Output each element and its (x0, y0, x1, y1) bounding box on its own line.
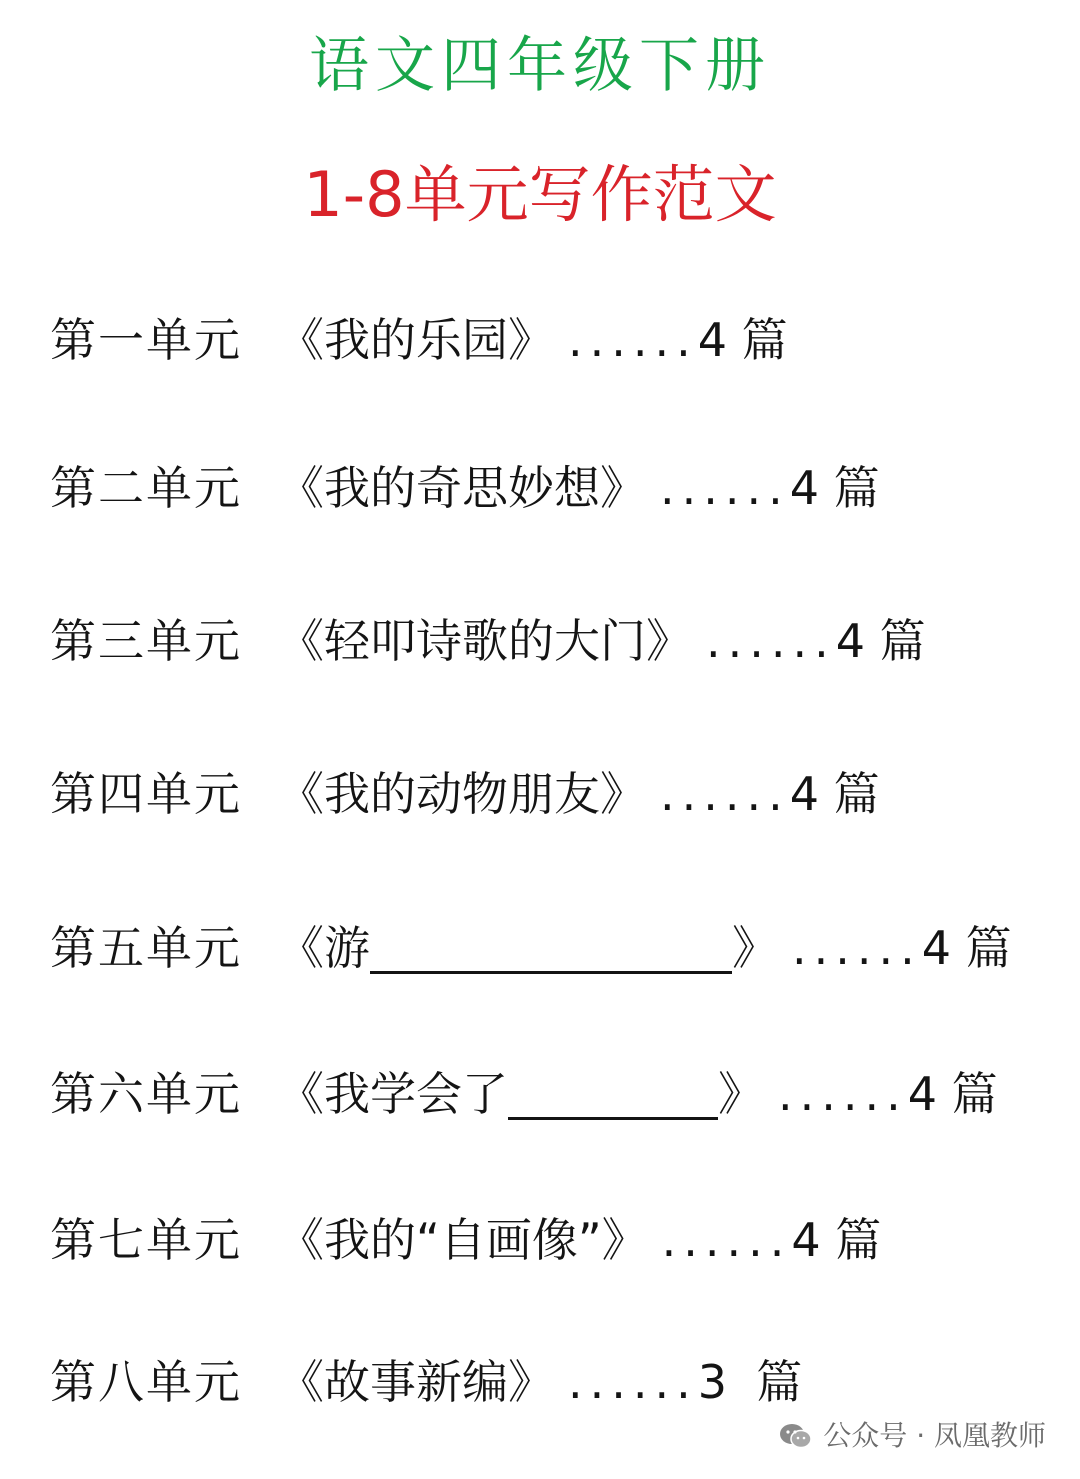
wechat-icon (779, 1422, 813, 1450)
essay-count: 3 篇 (697, 1355, 803, 1409)
essay-count: 4 篇 (697, 313, 788, 367)
essay-count: 4 篇 (791, 1213, 882, 1267)
leader-dots: ...... (568, 1355, 698, 1409)
leader-dots: ...... (660, 461, 790, 515)
unit-label: 第八单元 (50, 1355, 242, 1409)
fill-in-blank-line (370, 931, 732, 974)
watermark-text: 公众号 · 凤凰教师 (823, 1419, 1046, 1452)
leader-dots: ...... (706, 614, 836, 668)
essay-title: 《我学会了 (278, 1067, 508, 1121)
leader-dots: ...... (792, 921, 922, 975)
leader-dots: ...... (778, 1067, 908, 1121)
essay-count: 4 篇 (907, 1067, 998, 1121)
unit-label: 第五单元 (50, 921, 242, 975)
document-subtitle: 1-8单元写作范文 (303, 158, 777, 231)
essay-title: 《轻叩诗歌的大门》 (278, 614, 692, 668)
leader-dots: ...... (661, 1213, 792, 1267)
toc-row-unit-8 (50, 1352, 802, 1412)
essay-title-closing: 》 (732, 921, 778, 975)
essay-title: 《故事新编》 (278, 1355, 554, 1409)
toc-row-unit-3 (50, 611, 926, 671)
essay-title: 《游 (278, 921, 370, 975)
watermark (779, 1418, 1046, 1454)
toc-row-unit-7 (50, 1210, 881, 1270)
toc-row-unit-2 (50, 458, 880, 518)
toc-row-unit-1 (50, 310, 788, 370)
essay-title: 《我的动物朋友》 (278, 767, 646, 821)
essay-title: 《我的乐园》 (278, 313, 554, 367)
document-title: 语文四年级下册 (309, 31, 771, 101)
unit-label: 第六单元 (50, 1067, 242, 1121)
essay-title: 《我的“自画像”》 (278, 1213, 648, 1267)
unit-label: 第二单元 (50, 461, 242, 515)
unit-label: 第一单元 (50, 313, 242, 367)
essay-title-closing: 》 (718, 1067, 764, 1121)
toc-row-unit-6 (50, 1064, 998, 1124)
essay-title: 《我的奇思妙想》 (278, 461, 646, 515)
fill-in-blank-line (508, 1077, 718, 1120)
essay-count: 4 篇 (921, 921, 1012, 975)
essay-count: 4 篇 (789, 461, 880, 515)
essay-count: 4 篇 (789, 767, 880, 821)
unit-label: 第七单元 (50, 1213, 242, 1267)
toc-row-unit-4 (50, 764, 880, 824)
unit-label: 第四单元 (50, 767, 242, 821)
unit-label: 第三单元 (50, 614, 242, 668)
leader-dots: ...... (660, 767, 790, 821)
toc-row-unit-5 (50, 918, 1012, 978)
essay-count: 4 篇 (835, 614, 926, 668)
leader-dots: ...... (568, 313, 698, 367)
table-of-contents (50, 0, 1050, 1479)
